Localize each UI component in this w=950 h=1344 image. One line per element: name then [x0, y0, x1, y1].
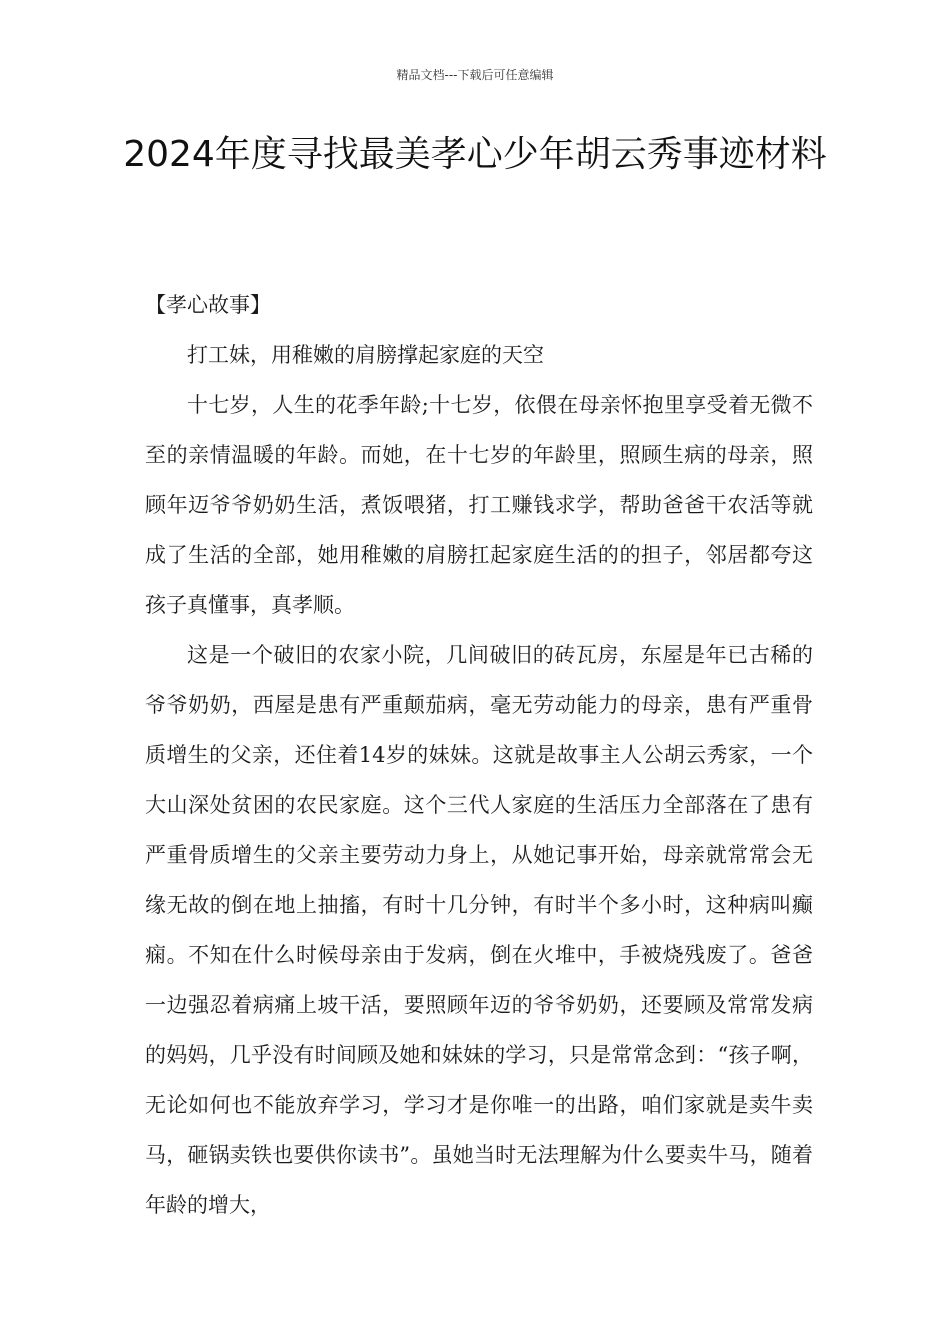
- document-body: [145, 280, 813, 1230]
- header-note: 精品文档---下载后可任意编辑: [396, 68, 554, 82]
- story-subtitle: 打工妹，用稚嫩的肩膀撑起家庭的天空: [187, 343, 544, 367]
- paragraph-2: 这是一个破旧的农家小院，几间破旧的砖瓦房，东屋是年已古稀的爷爷奶奶，西屋是患有严重颠茄病，毫无劳动能力的母亲，患有严重骨质增生的父亲，还住着14岁的妹妹。这就是故事主人公胡云秀家，一个大山深处贫困的农民家庭。这个三代人家庭的生活压力全部落在了患有严重骨质增生的父亲主要劳动力身上，从她记事开始，母亲就常常会无缘无故的倒在地上抽搐，有时十几分钟，有时半个多小时，这种病叫癫痫。不知在什么时候母亲由于发病，倒在火堆中，手被烧残废了。爸爸一边强忍着病痛上坡干活，要照顾年迈的爷爷奶奶，还要顾及常常发病的妈妈，几乎没有时间顾及她和妹妹的学习，只是常常念到：“孩子啊，无论如何也不能放弃学习，学习才是你唯一的出路，咱们家就是卖牛卖马，砸锅卖铁也要供你读书”。虽她当时无法理解为什么要卖牛马，随着年龄的增大，: [145, 643, 813, 1217]
- paragraph-1: 十七岁，人生的花季年龄;十七岁，依偎在母亲怀抱里享受着无微不至的亲情温暖的年龄。而她，在十七岁的年龄里，照顾生病的母亲，照顾年迈爷爷奶奶生活，煮饭喂猪，打工赚钱求学，帮助爸爸干农活等就成了生活的全部，她用稚嫩的肩膀扛起家庭生活的的担子，邻居都夸这孩子真懂事，真孝顺。: [145, 393, 813, 617]
- document-title: 2024年度寻找最美孝心少年胡云秀事迹材料: [123, 134, 827, 175]
- section-label: 【孝心故事】: [145, 293, 271, 317]
